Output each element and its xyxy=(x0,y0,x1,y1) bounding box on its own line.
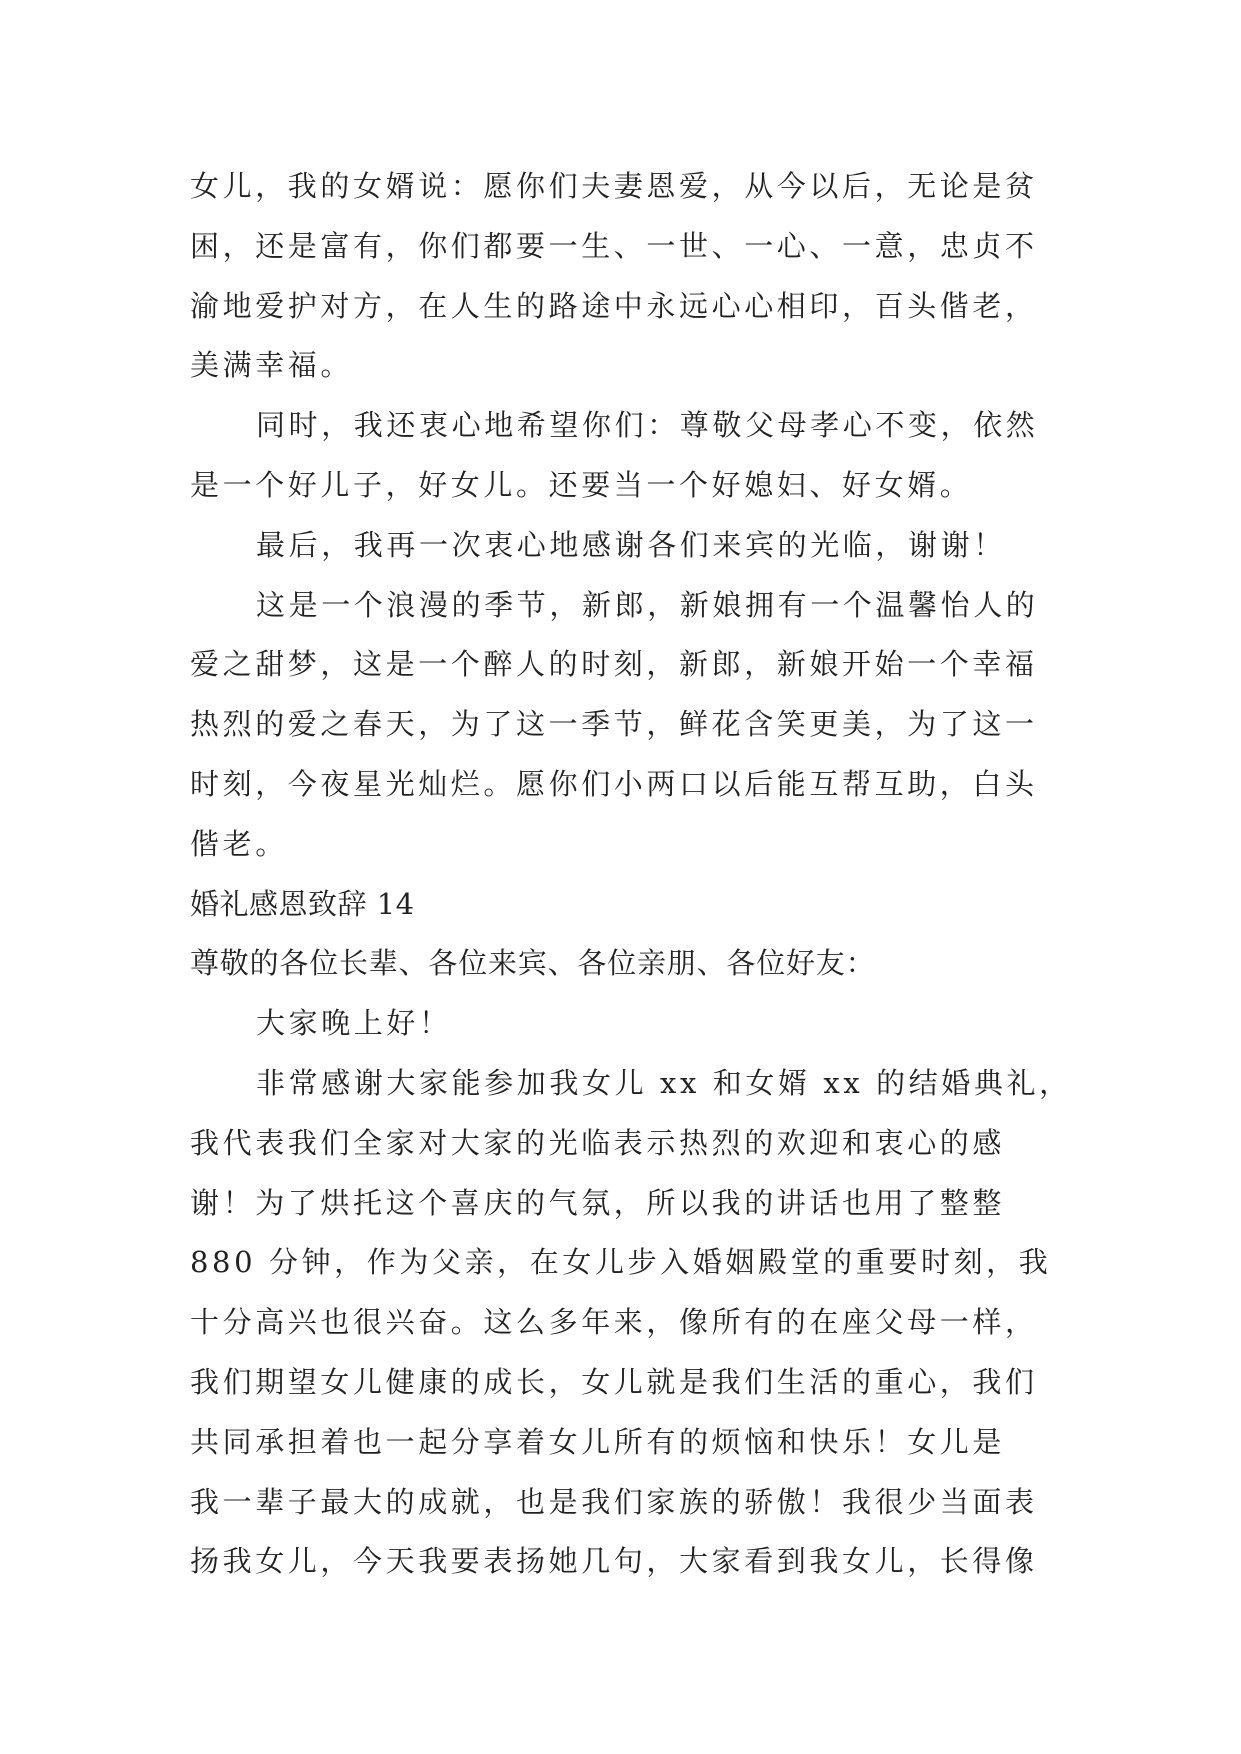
text-line: 女儿，我的女婿说：愿你们夫妻恩爱，从今以后，无论是贫 xyxy=(190,169,1038,203)
text-line: 880 分钟，作为父亲，在女儿步入婚姻殿堂的重要时刻，我 xyxy=(190,1245,1052,1280)
text-line: 热烈的爱之春天，为了这一季节，鲜花含笑更美，为了这一 xyxy=(190,707,1038,742)
text-line: 偕老。 xyxy=(190,826,288,861)
text-line: 渝地爱护对方，在人生的路途中永远心心相印，百头偕老， xyxy=(190,288,1038,323)
text-line: 同时，我还衷心地希望你们：尊敬父母孝心不变，依然 xyxy=(256,408,1039,443)
text-line: 我们期望女儿健康的成长，女儿就是我们生活的重心，我们 xyxy=(190,1364,1038,1399)
text-line: 我一辈子最大的成就，也是我们家族的骄傲！我很少当面表 xyxy=(190,1484,1038,1519)
text-line: 是一个好儿子，好女儿。还要当一个好媳妇、好女婿。 xyxy=(190,467,973,502)
greeting: 大家晚上好！ xyxy=(256,1006,452,1041)
text-line: 这是一个浪漫的季节，新郎，新娘拥有一个温馨怡人的 xyxy=(256,587,1039,622)
body-text xyxy=(190,157,1070,1592)
text-line: 十分高兴也很兴奋。这么多年来，像所有的在座父母一样， xyxy=(190,1305,1038,1340)
text-line: 困，还是富有，你们都要一生、一世、一心、一意，忠贞不 xyxy=(190,228,1038,263)
section-title: 婚礼感恩致辞 14 xyxy=(190,886,415,921)
text-line: 谢！为了烘托这个喜庆的气氛，所以我的讲话也用了整整 xyxy=(190,1185,1006,1220)
text-line: 最后，我再一次衷心地感谢各们来宾的光临，谢谢！ xyxy=(256,527,1006,562)
salutation: 尊敬的各位长辈、各位来宾、各位亲朋、各位好友： xyxy=(190,946,876,981)
text-line: 非常感谢大家能参加我女儿 xx 和女婿 xx 的结婚典礼， xyxy=(256,1065,1072,1100)
text-line: 美满幸福。 xyxy=(190,348,354,383)
text-line: 时刻，今夜星光灿烂。愿你们小两口以后能互帮互助，白头 xyxy=(190,766,1038,801)
text-line: 爱之甜梦，这是一个醉人的时刻，新郎，新娘开始一个幸福 xyxy=(190,647,1038,682)
text-line: 扬我女儿，今天我要表扬她几句，大家看到我女儿，长得像 xyxy=(190,1544,1038,1579)
text-line: 共同承担着也一起分享着女儿所有的烦恼和快乐！女儿是 xyxy=(190,1424,1006,1459)
text-line: 我代表我们全家对大家的光临表示热烈的欢迎和衷心的感 xyxy=(190,1125,1006,1160)
